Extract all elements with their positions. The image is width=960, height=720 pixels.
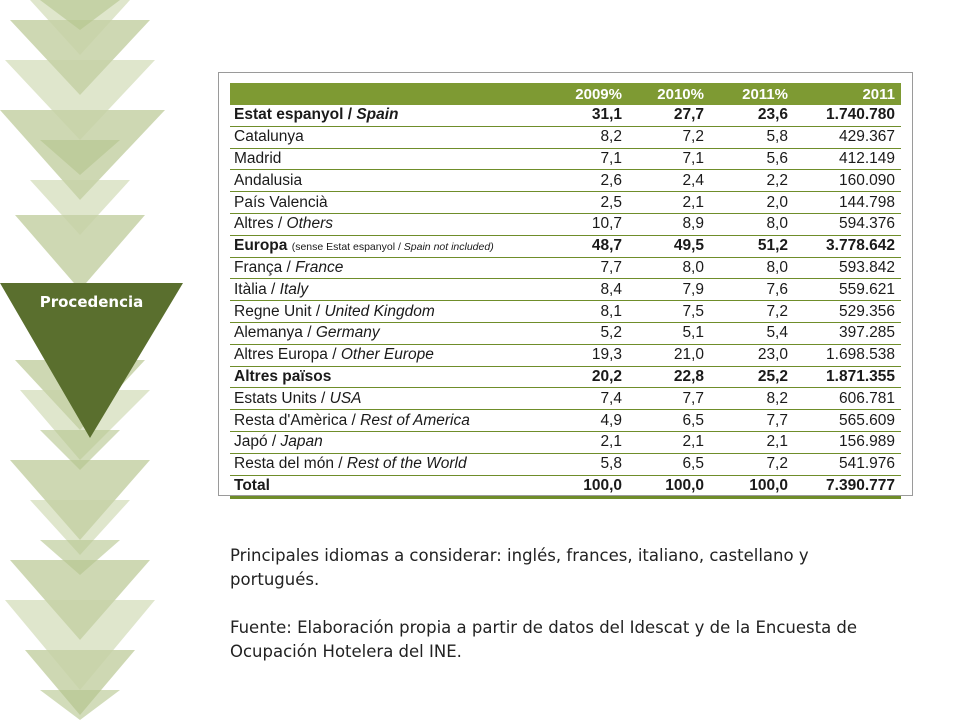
value-cell: 5,8 (710, 126, 794, 148)
table-header-row (230, 83, 901, 105)
value-cell: 100,0 (710, 475, 794, 498)
row-label: Andalusia (234, 171, 303, 189)
value-cell: 7,2 (628, 126, 710, 148)
row-label-cell: Alemanya / Germany (230, 322, 550, 344)
value-cell: 8,0 (710, 257, 794, 279)
table-row (230, 410, 901, 432)
row-label-english: Japan (280, 433, 323, 451)
table-row (230, 105, 901, 126)
row-label-cell: Europa (sense Estat espanyol / Spain not included) (230, 235, 550, 257)
row-label-english: United Kingdom (324, 302, 435, 320)
row-label: Altres (234, 215, 274, 233)
row-label-cell (230, 148, 550, 170)
value-cell: 8,0 (628, 257, 710, 279)
row-label: França (234, 258, 283, 276)
value-cell: 5,4 (710, 322, 794, 344)
value-cell: 7,7 (710, 410, 794, 432)
row-label-cell (230, 475, 550, 498)
value-cell: 1.698.538 (794, 344, 901, 366)
value-cell: 2,1 (628, 431, 710, 453)
value-cell: 19,3 (550, 344, 628, 366)
row-label-english: Others (286, 215, 334, 233)
table-row (230, 453, 901, 475)
row-label-cell (230, 192, 550, 214)
notes-block (230, 544, 880, 688)
value-cell: 541.976 (794, 453, 901, 475)
row-label: Regne Unit (234, 302, 312, 320)
value-cell: 8,2 (550, 126, 628, 148)
value-cell: 10,7 (550, 213, 628, 235)
table-row (230, 235, 901, 257)
table-row (230, 192, 901, 214)
value-cell: 8,2 (710, 388, 794, 410)
table-row (230, 301, 901, 323)
value-cell: 412.149 (794, 148, 901, 170)
value-cell: 8,9 (628, 213, 710, 235)
procedencia-table-panel (218, 72, 913, 496)
value-cell: 606.781 (794, 388, 901, 410)
row-label: País Valencià (234, 193, 328, 211)
value-cell: 7,2 (710, 453, 794, 475)
row-label: Resta del món (234, 455, 334, 473)
value-cell: 51,2 (710, 235, 794, 257)
value-cell: 5,8 (550, 453, 628, 475)
row-label-cell: Itàlia / Italy (230, 279, 550, 301)
value-cell: 1.871.355 (794, 366, 901, 388)
procedencia-table (230, 83, 901, 499)
value-cell: 156.989 (794, 431, 901, 453)
header-cell (230, 83, 550, 105)
row-label: Madrid (234, 149, 282, 167)
table-row (230, 148, 901, 170)
row-label-cell: Estat espanyol / Spain (230, 105, 550, 126)
row-label: Altres Europa (234, 346, 328, 364)
value-cell: 7,1 (550, 148, 628, 170)
value-cell: 7,2 (710, 301, 794, 323)
value-cell: 31,1 (550, 105, 628, 126)
value-cell: 6,5 (628, 453, 710, 475)
value-cell: 529.356 (794, 301, 901, 323)
table-row (230, 213, 901, 235)
row-label-cell: Altres / Others (230, 213, 550, 235)
row-label: Estat espanyol (234, 106, 344, 124)
value-cell: 397.285 (794, 322, 901, 344)
value-cell: 27,7 (628, 105, 710, 126)
table-row (230, 279, 901, 301)
header-cell: 2011% (710, 83, 794, 105)
value-cell: 565.609 (794, 410, 901, 432)
row-label-cell (230, 126, 550, 148)
value-cell: 2,2 (710, 170, 794, 192)
value-cell: 7,5 (628, 301, 710, 323)
row-label-cell (230, 366, 550, 388)
row-label-cell: Altres Europa / Other Europe (230, 344, 550, 366)
value-cell: 2,1 (628, 192, 710, 214)
value-cell: 7,7 (550, 257, 628, 279)
row-label-english: USA (329, 389, 362, 407)
value-cell: 8,1 (550, 301, 628, 323)
value-cell: 3.778.642 (794, 235, 901, 257)
value-cell: 429.367 (794, 126, 901, 148)
value-cell: 594.376 (794, 213, 901, 235)
value-cell: 144.798 (794, 192, 901, 214)
table-row (230, 126, 901, 148)
chevron-decoration (0, 0, 200, 720)
value-cell: 49,5 (628, 235, 710, 257)
value-cell: 2,6 (550, 170, 628, 192)
table-row (230, 388, 901, 410)
table-body (230, 105, 901, 498)
row-label-english: France (295, 258, 344, 276)
header-cell: 2010% (628, 83, 710, 105)
value-cell: 25,2 (710, 366, 794, 388)
value-cell: 1.740.780 (794, 105, 901, 126)
value-cell: 2,4 (628, 170, 710, 192)
value-cell: 5,2 (550, 322, 628, 344)
value-cell: 100,0 (628, 475, 710, 498)
value-cell: 7,1 (628, 148, 710, 170)
row-label: Altres països (234, 367, 332, 385)
row-label-cell: França / France (230, 257, 550, 279)
value-cell: 20,2 (550, 366, 628, 388)
value-cell: 5,6 (710, 148, 794, 170)
value-cell: 8,4 (550, 279, 628, 301)
value-cell: 7,7 (628, 388, 710, 410)
row-label-english: Spain (356, 106, 399, 124)
row-label: Japó (234, 433, 268, 451)
row-label-english: Rest of the World (346, 455, 467, 473)
value-cell: 7,6 (710, 279, 794, 301)
header-cell: 2011 (794, 83, 901, 105)
table-row (230, 475, 901, 498)
value-cell: 2,1 (710, 431, 794, 453)
row-note-english: Spain not included) (403, 241, 494, 254)
row-label-english: Germany (315, 324, 380, 342)
row-label-cell: Resta d'Amèrica / Rest of America (230, 410, 550, 432)
source-note: Fuente: Elaboración propia a partir de datos del Idescat y de la Encuesta de Ocupación Hotelera del INE. (230, 618, 858, 661)
sidebar-label: Procedencia (39, 293, 144, 311)
table-row (230, 344, 901, 366)
value-cell: 7,9 (628, 279, 710, 301)
row-label: Europa (234, 237, 288, 255)
value-cell: 593.842 (794, 257, 901, 279)
row-label-english: Italy (279, 280, 309, 298)
value-cell: 2,0 (710, 192, 794, 214)
value-cell: 4,9 (550, 410, 628, 432)
value-cell: 8,0 (710, 213, 794, 235)
value-cell: 559.621 (794, 279, 901, 301)
row-label-english: Rest of America (360, 411, 470, 429)
value-cell: 23,6 (710, 105, 794, 126)
table-row (230, 170, 901, 192)
row-label-cell: Estats Units / USA (230, 388, 550, 410)
value-cell: 22,8 (628, 366, 710, 388)
row-label-cell: Resta del món / Rest of the World (230, 453, 550, 475)
value-cell: 5,1 (628, 322, 710, 344)
value-cell: 2,1 (550, 431, 628, 453)
table-row (230, 366, 901, 388)
value-cell: 48,7 (550, 235, 628, 257)
row-label: Total (234, 476, 270, 494)
row-label: Catalunya (234, 128, 304, 146)
table-row (230, 322, 901, 344)
languages-note: Principales idiomas a considerar: inglés, frances, italiano, castellano y portugués. (230, 546, 809, 589)
row-label: Alemanya (234, 324, 303, 342)
value-cell: 2,5 (550, 192, 628, 214)
table-row (230, 431, 901, 453)
row-label-cell: Regne Unit / United Kingdom (230, 301, 550, 323)
value-cell: 7.390.777 (794, 475, 901, 498)
value-cell: 100,0 (550, 475, 628, 498)
table-row (230, 257, 901, 279)
row-label-english: Other Europe (340, 346, 434, 364)
row-label-cell: Japó / Japan (230, 431, 550, 453)
value-cell: 6,5 (628, 410, 710, 432)
row-label: Itàlia (234, 280, 267, 298)
row-note: (sense Estat espanyol (291, 241, 396, 254)
value-cell: 21,0 (628, 344, 710, 366)
row-label-cell (230, 170, 550, 192)
row-label: Estats Units (234, 389, 317, 407)
header-cell: 2009% (550, 83, 628, 105)
value-cell: 7,4 (550, 388, 628, 410)
value-cell: 160.090 (794, 170, 901, 192)
row-label: Resta d'Amèrica (234, 411, 348, 429)
value-cell: 23,0 (710, 344, 794, 366)
